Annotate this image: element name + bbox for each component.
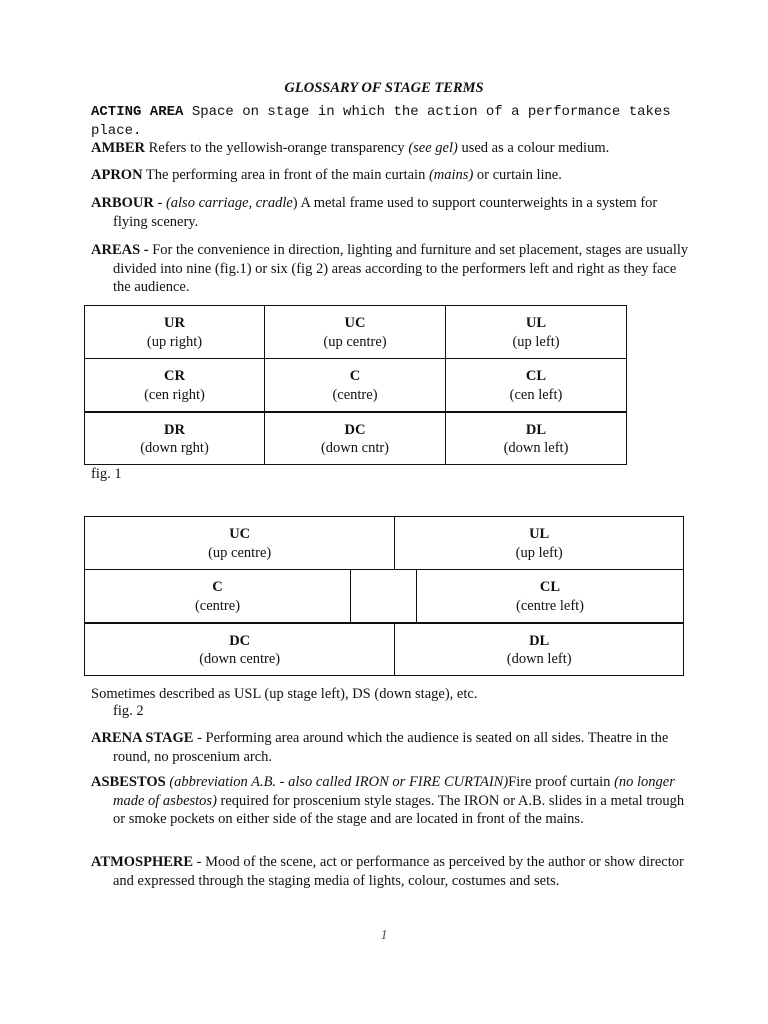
- fig2-row-up: [85, 517, 684, 570]
- fig2-cell-centre-gap: [351, 570, 417, 623]
- fig1-caption: fig. 1: [91, 466, 122, 482]
- fig2-note: Sometimes described as USL (up stage left), DS (down stage), etc.: [91, 686, 478, 702]
- definition-apron-post: or curtain line.: [473, 167, 562, 183]
- definition-atmosphere: - Mood of the scene, act or performance as perceived by the author or show director and expressed through the staging media of lights, colour, costumes and sets.: [113, 854, 684, 889]
- fig2-caption: fig. 2: [113, 703, 144, 719]
- definition-areas: For the convenience in direction, lighting and furniture and set placement, stages are usually divided into nine (fig.1) or six (fig 2) areas according to the performers left and right as they face the audience.: [113, 242, 689, 295]
- fig1-row-down: [85, 412, 627, 465]
- definition-amber-pre: Refers to the yellowish-orange transparency: [144, 140, 409, 156]
- fig1-row-centre: [85, 359, 627, 412]
- page-number: 1: [380, 928, 388, 943]
- page-title: GLOSSARY OF STAGE TERMS: [284, 80, 484, 96]
- fig1-cell-ur: UR (up right): [85, 306, 265, 359]
- fig2-cell-ul: UL (up left): [395, 517, 684, 570]
- entry-areas: [91, 241, 691, 297]
- fig1-cell-cr: CR (cen right): [85, 359, 265, 412]
- definition-arbour-pre: -: [153, 195, 166, 211]
- term-atmosphere: ATMOSPHERE: [91, 854, 194, 870]
- definition-arbour-italic: (also carriage, cradle: [165, 195, 293, 211]
- fig1-cell-uc: UC (up centre): [264, 306, 445, 359]
- definition-arbour-post: ) A metal frame used to support counterweights in a system for flying scenery.: [113, 195, 658, 230]
- fig1-cell-dl: DL (down left): [446, 412, 627, 465]
- term-areas: AREAS -: [91, 242, 149, 258]
- fig1-cell-cl: CL (cen left): [446, 359, 627, 412]
- fig1-cell-dc: DC (down cntr): [264, 412, 445, 465]
- definition-asbestos-post: required for proscenium style stages. The IRON or A.B. slides in a metal trough or smoke pockets on either side of the stage and are located in front of the mains.: [113, 792, 685, 827]
- entry-arbour: [91, 194, 691, 231]
- term-asbestos: ASBESTOS: [91, 774, 166, 790]
- definition-arena-stage: - Performing area around which the audience is seated on all sides. Theatre in the round, no proscenium arch.: [113, 730, 669, 765]
- fig2-row-centre: [85, 570, 684, 623]
- fig1-cell-c: C (centre): [264, 359, 445, 412]
- entry-asbestos: [91, 773, 691, 829]
- entry-apron: [91, 166, 691, 185]
- definition-amber-post: used as a colour medium.: [457, 140, 610, 156]
- term-arbour: ARBOUR: [91, 195, 154, 211]
- definition-asbestos-mid: Fire proof curtain: [508, 774, 615, 790]
- term-acting-area: ACTING AREA: [91, 104, 184, 120]
- fig2-cell-cl: CL (centre left): [417, 570, 684, 623]
- definition-asbestos-italic1: (abbreviation A.B. - also called IRON or FIRE CURTAIN): [165, 774, 509, 790]
- entry-arena-stage: [91, 729, 691, 766]
- term-arena-stage: ARENA STAGE: [91, 730, 194, 746]
- fig2-cell-dl: DL (down left): [395, 623, 684, 676]
- definition-apron-pre: The performing area in front of the main curtain: [142, 167, 429, 183]
- entry-acting-area: [91, 103, 691, 140]
- definition-acting-area: Space on stage in which the action of a performance takes place.: [91, 104, 671, 139]
- stage-areas-table-fig2: [84, 516, 684, 676]
- fig1-cell-dr: DR (down rght): [85, 412, 265, 465]
- term-amber: AMBER: [91, 140, 145, 156]
- definition-asbestos-italic2: (no longer made of asbestos): [113, 774, 675, 809]
- fig1-cell-ul: UL (up left): [446, 306, 627, 359]
- fig2-cell-dc: DC (down centre): [85, 623, 395, 676]
- term-apron: APRON: [91, 167, 143, 183]
- fig2-cell-c: C (centre): [85, 570, 351, 623]
- stage-areas-table-fig1: [84, 305, 627, 465]
- fig1-row-up: [85, 306, 627, 359]
- definition-amber-italic: (see gel): [408, 140, 458, 156]
- fig2-row-down: [85, 623, 684, 676]
- entry-amber: [91, 139, 691, 158]
- definition-apron-italic: (mains): [428, 167, 474, 183]
- entry-atmosphere: [91, 853, 691, 890]
- fig2-cell-uc: UC (up centre): [85, 517, 395, 570]
